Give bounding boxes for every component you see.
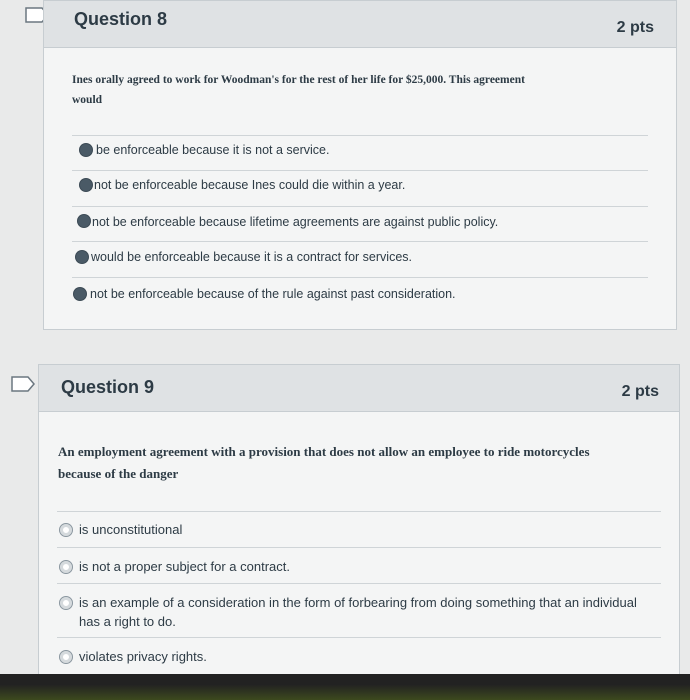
question-9-card [38, 364, 680, 676]
question-9-prompt: An employment agreement with a provision that does not allow an employee to ride motorcycles because of the danger [58, 444, 590, 482]
radio-button[interactable] [59, 523, 73, 537]
screen-bottom-edge [0, 674, 690, 700]
answer-option[interactable] [72, 241, 648, 276]
answer-label: is not a proper subject for a contract. [79, 559, 290, 574]
question-8-prompt: Ines orally agreed to work for Woodman's for the rest of her life for $25,000. This agreement would [72, 74, 525, 106]
question-8-card [43, 0, 677, 330]
question-9-title: Question 9 [61, 377, 155, 397]
radio-button[interactable] [59, 650, 73, 664]
answer-label: would be enforceable because it is a contract for services. [91, 250, 413, 264]
answer-option[interactable] [57, 511, 661, 548]
answer-option[interactable] [57, 583, 661, 638]
question-8-title: Question 8 [74, 9, 168, 29]
question-8-points: 2 pts [616, 19, 654, 36]
radio-button[interactable] [76, 251, 88, 263]
answer-label: is unconstitutional [79, 522, 183, 537]
answer-label: not be enforceable because lifetime agreements are against public policy. [92, 215, 499, 229]
answer-label: violates privacy rights. [79, 649, 207, 664]
answer-option[interactable] [72, 277, 648, 312]
radio-button[interactable] [59, 560, 73, 574]
answer-option[interactable] [72, 206, 648, 241]
answer-option[interactable] [57, 547, 661, 584]
answer-option[interactable] [57, 637, 661, 674]
flag-question-icon[interactable] [10, 375, 36, 393]
question-9-header [39, 365, 679, 412]
answer-label: not be enforceable because of the rule against past consideration. [90, 287, 456, 301]
answer-option[interactable] [72, 135, 648, 170]
answer-option[interactable] [72, 170, 648, 205]
answer-label: not be enforceable because Ines could die within a year. [94, 178, 406, 192]
radio-button[interactable] [80, 179, 92, 191]
radio-button[interactable] [80, 144, 92, 156]
question-8-header [44, 1, 676, 48]
radio-button[interactable] [59, 596, 73, 610]
question-9-points: 2 pts [621, 383, 659, 400]
answer-label: is an example of a consideration in the form of forbearing from doing something that an individual has a right to do. [79, 595, 637, 629]
radio-button[interactable] [74, 288, 86, 300]
radio-button[interactable] [78, 215, 90, 227]
answer-label: be enforceable because it is not a service. [96, 143, 330, 157]
